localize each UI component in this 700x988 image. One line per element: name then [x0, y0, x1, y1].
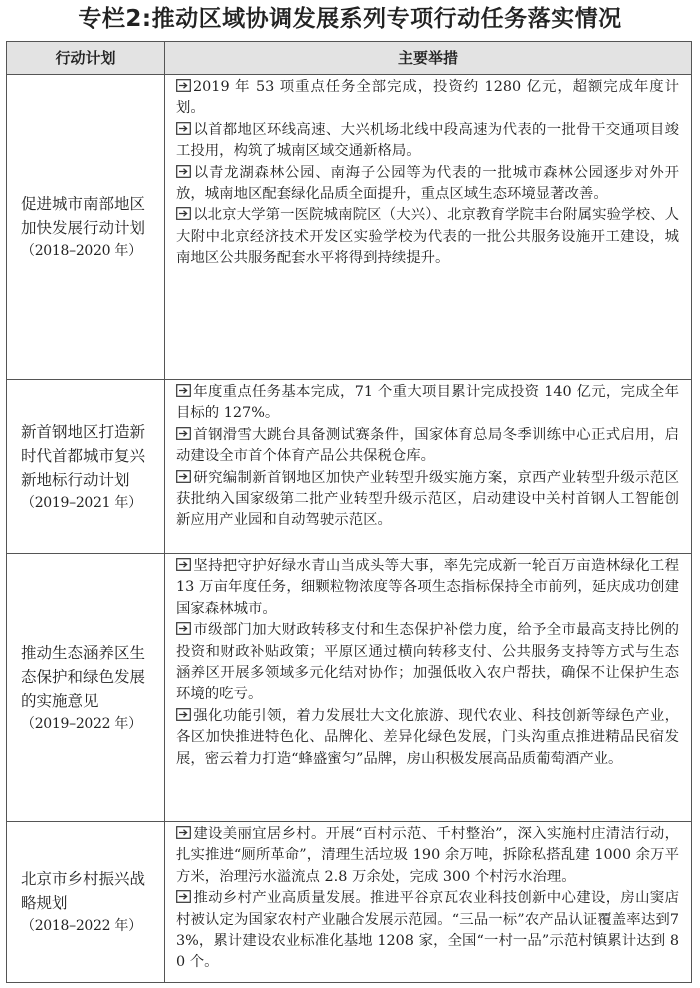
plan-cell	[7, 75, 165, 379]
measure-item	[176, 620, 679, 706]
measure-text: 年度重点任务基本完成，71 个重大项目累计完成投资 140 亿元，完成全年目标的 127%。	[176, 384, 679, 422]
measure-text: 首钢滑雪大跳台具备测试赛条件，国家体育总局冬季训练中心正式启用，启动建设全市首个体育产品公共保税仓库。	[176, 426, 679, 465]
page-title: 专栏2:推动区域协调发展系列专项行动任务落实情况	[78, 6, 622, 32]
arrow-icon	[176, 558, 191, 571]
measure-item	[176, 888, 679, 974]
measure-text: 建设美丽宜居乡村。开展“百村示范、千村整治”，深入实施村庄清洁行动，扎实推进“厕所革命”，清理生活垃圾 190 余万吨，拆除私搭乱建 1000 余万平方米，治理污水溢流点 2.8 万余处，完成 300 个村污水治理。	[176, 826, 679, 885]
table-row	[7, 75, 691, 380]
measure-item	[176, 556, 679, 620]
measures-cell	[165, 822, 691, 982]
table-row	[7, 822, 691, 982]
measure-text: 坚持把守护好绿水青山当成头等大事，率先完成新一轮百万亩造林绿化工程 13 万亩年度任务，细颗粒物浓度等各项生态指标保持全市前列，延庆成功创建国家森林城市。	[176, 558, 679, 617]
measures-cell	[165, 554, 691, 821]
arrow-icon	[176, 708, 191, 721]
table-row	[7, 380, 691, 554]
measure-item	[176, 120, 679, 163]
measure-text: 以首都地区环线高速、大兴机场北线中段高速为代表的一批骨干交通项目竣工投用，构筑了城南区域交通新格局。	[176, 121, 679, 160]
header-measures: 主要举措	[397, 49, 458, 67]
plan-name: 北京市乡村振兴战略规划	[21, 870, 146, 912]
plan-name: 新首钢地区打造新时代首都城市复兴新地标行动计划	[21, 422, 146, 489]
measure-text: 推动乡村产业高质量发展。推进平谷京瓦农业科技创新中心建设，房山窦店村被认定为国家农村产业融合发展示范园。“三品一标”农产品认证覆盖率达到73%，累计建设农业标准化基地 1208 家，全国“一村一品”示范村镇累计达到 80 个。	[176, 890, 679, 971]
plan-years: （2018–2022 年）	[21, 918, 142, 934]
measure-item	[176, 824, 679, 888]
arrow-icon	[176, 427, 191, 440]
measure-text: 2019 年 53 项重点任务全部完成，投资约 1280 亿元，超额完成年度计划。	[176, 79, 679, 117]
measures-table	[6, 41, 692, 983]
table-header	[7, 42, 691, 75]
arrow-icon	[176, 165, 191, 178]
header-plan: 行动计划	[7, 42, 165, 75]
measure-text: 研究编制新首钢地区加快产业转型升级实施方案，京西产业转型升级示范区获批纳入国家级第二批产业转型升级示范区，启动建设中关村首钢人工智能创新应用产业园和自动驾驶示范区。	[176, 469, 679, 529]
measure-item	[176, 163, 679, 206]
measure-item	[176, 706, 679, 770]
measures-cell	[165, 75, 691, 379]
plan-years: （2019–2022 年）	[21, 715, 142, 732]
plan-cell	[7, 822, 165, 982]
measure-text: 以北京大学第一医院城南院区（大兴）、北京教育学院丰台附属实验学校、人大附中北京经济技术开发区实验学校为代表的一批公共服务设施开工建设，城南地区公共服务配套水平将得到持续提升。	[176, 207, 679, 267]
plan-name: 推动生态涵养区生态保护和绿色发展的实施意见	[21, 643, 146, 710]
measure-text: 以青龙湖森林公园、南海子公园等为代表的一批城市森林公园逐步对外开放，城南地区配套绿化品质全面提升，重点区域生态环境显著改善。	[176, 164, 679, 203]
arrow-icon	[176, 122, 191, 135]
measure-text: 强化功能引领，着力发展壮大文化旅游、现代农业、科技创新等绿色产业，各区加快推进特色化、品牌化、差异化绿色发展，门头沟重点推进精品民宿发展，密云着力打造“蜂盛蜜匀”品牌，房山积极发展高品质葡萄酒产业。	[176, 707, 679, 767]
plan-years: （2018–2020 年）	[21, 243, 142, 259]
table-row	[7, 554, 691, 822]
plan-years: （2019–2021 年）	[21, 494, 142, 511]
measure-item	[176, 77, 679, 120]
arrow-icon	[176, 207, 191, 220]
arrow-icon	[176, 79, 191, 92]
arrow-icon	[176, 826, 191, 839]
measures-cell	[165, 380, 691, 553]
measure-item	[176, 425, 679, 468]
arrow-icon	[176, 384, 191, 397]
plan-cell	[7, 380, 165, 553]
arrow-icon	[176, 622, 191, 635]
measure-item	[176, 382, 679, 425]
plan-cell	[7, 554, 165, 821]
plan-name: 促进城市南部地区加快发展行动计划	[21, 195, 146, 237]
arrow-icon	[176, 890, 191, 903]
measure-item	[176, 468, 679, 532]
measure-item	[176, 205, 679, 269]
measure-text: 市级部门加大财政转移支付和生态保护补偿力度，给予全市最高支持比例的投资和财政补贴政策；平原区通过横向转移支付、公共服务支持等方式与生态涵养区开展多领域多元化结对协作；加强低收入农户帮扶，确保不让保护生态环境的吃亏。	[176, 622, 679, 703]
arrow-icon	[176, 470, 191, 483]
